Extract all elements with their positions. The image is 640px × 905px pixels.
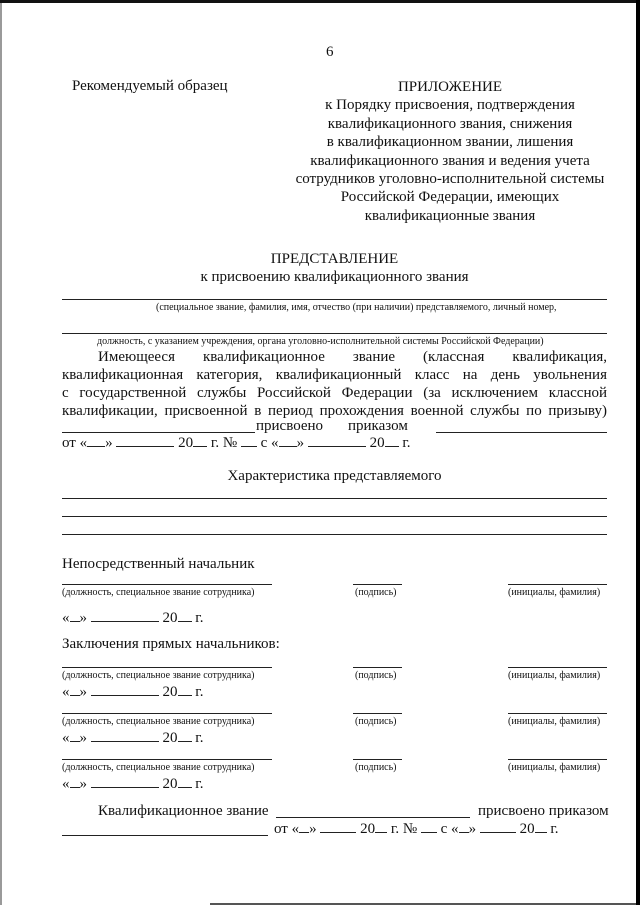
official-fill-line[interactable] <box>62 713 272 714</box>
year-blank[interactable] <box>535 820 547 833</box>
caption-signature: (подпись) <box>355 670 397 681</box>
final-date-row: от « » 20 г. № с « » 20 г. <box>274 821 559 837</box>
month-blank[interactable] <box>320 820 356 833</box>
appendix-line: Российской Федерации, имеющих <box>340 189 560 206</box>
appendix-line: квалификационного звания, снижения <box>327 115 573 132</box>
order-date-row: от « » 20 г. № с « » 20 г. <box>62 435 411 451</box>
appendix-line: сотрудников уголовно-исполнительной системы <box>295 171 605 188</box>
date-row: « » 20 г. <box>62 684 204 700</box>
direct-superiors-title: Заключения прямых начальников: <box>62 636 280 652</box>
appendix-title: ПРИЛОЖЕНИЕ <box>397 79 503 95</box>
day-blank[interactable] <box>70 683 80 696</box>
appendix-line: квалификационного звания и ведения учета <box>310 152 590 169</box>
caption-person: (специальное звание, фамилия, имя, отчество (при наличии) представляемого, личный номер, <box>156 302 557 313</box>
caption-official: (должность, специальное звание сотрудника) <box>62 716 255 727</box>
characteristic-fill-line[interactable] <box>62 516 607 517</box>
scan-border-right <box>636 0 640 905</box>
caption-signature: (подпись) <box>355 716 397 727</box>
official-fill-line[interactable] <box>62 667 272 668</box>
rank-fill-line[interactable] <box>62 432 255 433</box>
day-blank[interactable] <box>70 729 80 742</box>
signature-fill-line[interactable] <box>353 759 402 760</box>
immediate-supervisor-label: Непосредственный начальник <box>62 556 255 572</box>
month-blank[interactable] <box>480 820 516 833</box>
month-blank[interactable] <box>91 729 159 742</box>
position-fill-line[interactable] <box>62 333 607 334</box>
person-fill-line[interactable] <box>62 299 607 300</box>
characteristic-fill-line[interactable] <box>62 498 607 499</box>
caption-initials: (инициалы, фамилия) <box>508 670 601 681</box>
year-blank[interactable] <box>178 683 192 696</box>
year-blank[interactable] <box>385 434 399 447</box>
day-blank[interactable] <box>459 820 469 833</box>
existing-rank-line: с государственной службы Российской Федерации (за исключением классной <box>62 385 607 401</box>
date-row: « » 20 г. <box>62 730 204 746</box>
year-blank[interactable] <box>375 820 387 833</box>
caption-initials: (инициалы, фамилия) <box>508 716 601 727</box>
signature-fill-line[interactable] <box>353 584 402 585</box>
caption-initials: (инициалы, фамилия) <box>508 762 601 773</box>
signature-fill-line[interactable] <box>353 667 402 668</box>
date-row: « » 20 г. <box>62 610 204 626</box>
day-blank[interactable] <box>299 820 309 833</box>
caption-official: (должность, специальное звание сотрудника) <box>62 670 255 681</box>
number-blank[interactable] <box>421 820 437 833</box>
form-title: ПРЕДСТАВЛЕНИЕ <box>270 251 399 267</box>
date-row: « » 20 г. <box>62 776 204 792</box>
caption-initials: (инициалы, фамилия) <box>508 587 601 598</box>
characteristic-title: Характеристика представляемого <box>227 468 442 484</box>
final-assigned-label: присвоено приказом <box>478 803 609 819</box>
appendix-line: квалификационные звания <box>364 207 536 224</box>
caption-official: (должность, специальное звание сотрудника) <box>62 587 255 598</box>
order-label: приказом <box>348 418 408 434</box>
appendix-line: к Порядку присвоения, подтверждения <box>325 97 575 114</box>
year-blank[interactable] <box>178 729 192 742</box>
signature-fill-line[interactable] <box>353 713 402 714</box>
initials-fill-line[interactable] <box>508 713 607 714</box>
final-rank-fill-line[interactable] <box>276 817 470 818</box>
day-blank[interactable] <box>70 609 80 622</box>
characteristic-fill-line[interactable] <box>62 534 607 535</box>
caption-signature: (подпись) <box>355 587 397 598</box>
day-blank[interactable] <box>70 775 80 788</box>
month-blank[interactable] <box>91 683 159 696</box>
official-fill-line[interactable] <box>62 584 272 585</box>
month-blank[interactable] <box>91 775 159 788</box>
year-blank[interactable] <box>178 775 192 788</box>
month-blank[interactable] <box>116 434 174 447</box>
month-blank[interactable] <box>91 609 159 622</box>
final-order-fill-line[interactable] <box>62 835 268 836</box>
form-subtitle: к присвоению квалификационного звания <box>200 269 469 285</box>
initials-fill-line[interactable] <box>508 667 607 668</box>
existing-rank-line: Имеющееся квалификационное звание (классная квалификация, <box>98 349 607 365</box>
day-blank[interactable] <box>279 434 297 447</box>
caption-position: должность, с указанием учреждения, органа уголовно-исполнительной системы Российской Федерации) <box>97 336 544 347</box>
caption-official: (должность, специальное звание сотрудника) <box>62 762 255 773</box>
initials-fill-line[interactable] <box>508 584 607 585</box>
number-blank[interactable] <box>241 434 257 447</box>
final-rank-label: Квалификационное звание <box>98 803 269 819</box>
recommended-sample-label: Рекомендуемый образец <box>72 78 228 94</box>
appendix-block <box>285 78 615 225</box>
caption-signature: (подпись) <box>355 762 397 773</box>
order-fill-line[interactable] <box>436 432 607 433</box>
page-number: 6 <box>326 44 334 60</box>
year-blank[interactable] <box>178 609 192 622</box>
existing-rank-line: квалификационная категория, квалификационный класс на день увольнения <box>62 367 607 383</box>
official-fill-line[interactable] <box>62 759 272 760</box>
month-blank[interactable] <box>308 434 366 447</box>
scan-border-top <box>0 0 640 3</box>
existing-rank-line: квалификации, присвоенной в период прохождения военной службы по призыву) <box>62 403 607 419</box>
scan-border-left <box>0 3 2 905</box>
initials-fill-line[interactable] <box>508 759 607 760</box>
assigned-label: присвоено <box>256 418 324 434</box>
year-blank[interactable] <box>193 434 207 447</box>
appendix-line: в квалификационном звании, лишения <box>326 134 574 151</box>
day-blank[interactable] <box>87 434 105 447</box>
